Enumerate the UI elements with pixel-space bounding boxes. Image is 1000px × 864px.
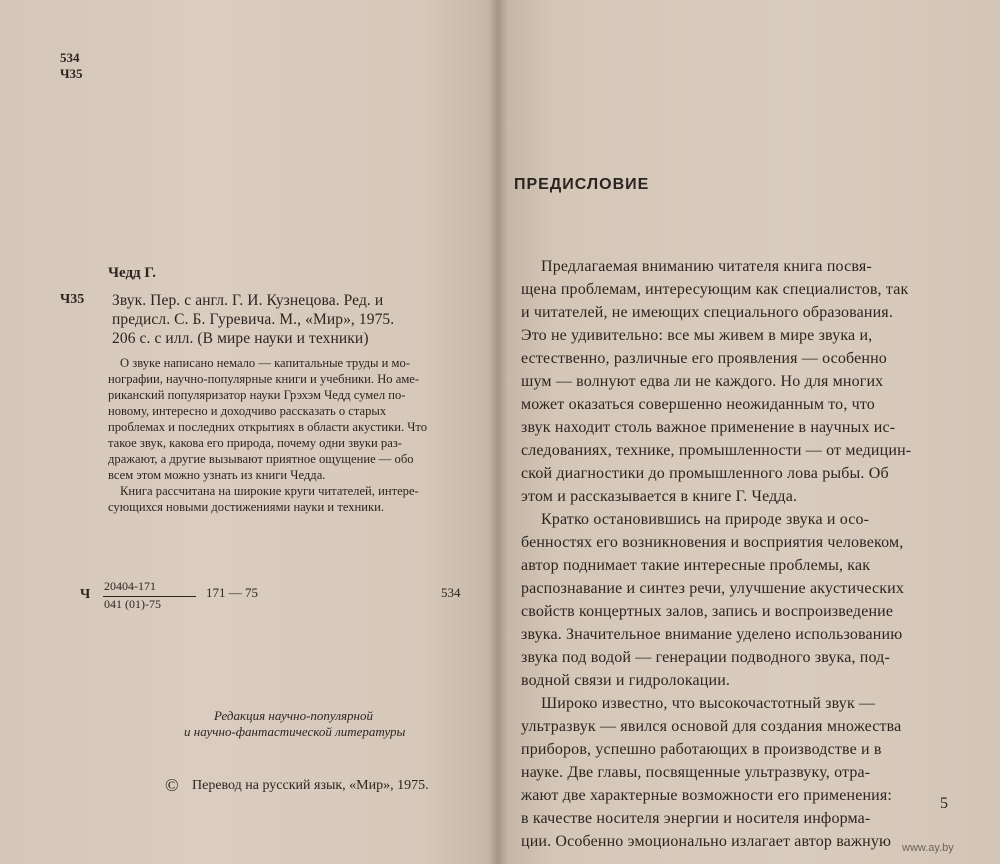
- annotation-line: дражают, а другие вызывают приятное ощущение — обо: [108, 452, 414, 466]
- text-line: Это не удивительно: все мы живем в мире звука и,: [521, 327, 873, 344]
- editorial-line: Редакция научно-популярной: [214, 708, 373, 723]
- text-line: бенностях его возникновения и восприятия человеком,: [521, 534, 904, 551]
- text-line: этом и рассказывается в книге Г. Чедда.: [521, 488, 798, 505]
- text-line: ции. Особенно эмоционально излагает автор важную: [521, 833, 892, 850]
- text-line: Широко известно, что высокочастотный звук —: [541, 695, 876, 712]
- book-gutter: [488, 0, 508, 864]
- text-line: приборов, успешно работающих в производстве и в: [521, 741, 882, 758]
- catalog-code: Ч35: [60, 292, 85, 307]
- isbn-numerator: 20404-171: [104, 579, 156, 593]
- text-line: распознавание и синтез речи, улучшение акустических: [521, 580, 905, 597]
- text-line: шум — волнуют едва ли не каждого. Но для многих: [521, 373, 884, 390]
- left-page: [0, 0, 497, 864]
- isbn-prefix: Ч: [80, 587, 91, 602]
- annotation-line: всем этом можно узнать из книги Чедда.: [108, 468, 326, 482]
- copyright-icon: ©: [165, 775, 179, 795]
- text-line: следованиях, технике, промышленности — от медицин-: [521, 442, 912, 459]
- text-line: свойств концертных залов, запись и воспроизведение: [521, 603, 894, 620]
- isbn-code: 534: [441, 585, 461, 600]
- text-line: автор поднимает такие интересные проблемы, как: [521, 557, 871, 574]
- annotation-line: новому, интересно и доходчиво рассказать о старых: [108, 404, 387, 418]
- isbn-tail: 171 — 75: [206, 585, 258, 600]
- annotation-line: такое звук, какова его природа, почему одни звуки раз-: [108, 436, 402, 450]
- text-line: щена проблемам, интересующим как специалистов, так: [521, 281, 909, 298]
- author-name: Чедд Г.: [108, 265, 156, 281]
- copyright-text: Перевод на русский язык, «Мир», 1975.: [192, 778, 429, 793]
- annotation-line: нографии, научно-популярные книги и учебники. Но аме-: [108, 372, 420, 386]
- editorial-line: и научно-фантастической литературы: [184, 724, 406, 739]
- annotation-line: Книга рассчитана на широкие круги читателей, интере-: [120, 484, 419, 498]
- biblio-line: 206 с. с илл. (В мире науки и техники): [112, 330, 369, 347]
- udc-code: 534: [60, 50, 80, 65]
- text-line: звука под водой — генерации подводного звука, под-: [521, 649, 890, 666]
- annotation-line: сующихся новыми достижениями науки и техники.: [108, 500, 385, 514]
- text-line: Предлагаемая вниманию читателя книга посвя-: [541, 258, 872, 275]
- annotation-line: риканский популяризатор науки Грэхэм Чедд сумел по-: [108, 388, 406, 402]
- text-line: жают две характерные возможности его применения:: [521, 787, 893, 804]
- catalog-code-top: Ч35: [60, 66, 83, 81]
- text-line: в качестве носителя энергии и носителя информа-: [521, 810, 871, 827]
- page-number: 5: [940, 795, 948, 812]
- text-line: водной связи и гидролокации.: [521, 672, 731, 689]
- biblio-line: предисл. С. Б. Гуревича. М., «Мир», 1975.: [112, 311, 395, 328]
- text-line: Кратко остановившись на природе звука и осо-: [541, 511, 870, 528]
- text-line: может оказаться совершенно неожиданным то, что: [521, 396, 875, 413]
- watermark: www.ay.by: [902, 842, 954, 854]
- biblio-line: Звук. Пер. с англ. Г. И. Кузнецова. Ред. и: [112, 292, 384, 309]
- text-line: естественно, различные его проявления — особенно: [521, 350, 887, 367]
- page-title: ПРЕДИСЛОВИЕ: [514, 176, 650, 193]
- text-line: ультразвук — явился основой для создания множества: [521, 718, 902, 735]
- annotation-line: проблемах и последних открытиях в области акустики. Что: [108, 420, 428, 434]
- text-line: ской диагностики до промышленного лова рыбы. Об: [521, 465, 889, 482]
- text-line: науке. Две главы, посвященные ультразвуку, отра-: [521, 764, 871, 781]
- text-line: и читателей, не имеющих специального образования.: [521, 304, 893, 321]
- text-line: звук находит столь важное применение в научных ис-: [521, 419, 896, 436]
- isbn-denominator: 041 (01)-75: [104, 597, 161, 611]
- annotation-line: О звуке написано немало — капитальные труды и мо-: [120, 356, 410, 370]
- text-line: звука. Значительное внимание уделено использованию: [521, 626, 903, 643]
